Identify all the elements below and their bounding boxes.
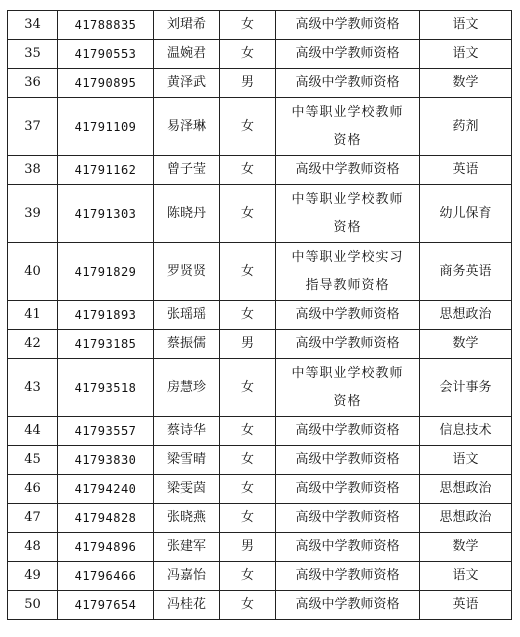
candidate-name-cell: 陈晓丹: [154, 185, 220, 243]
candidate-id-cell: 41790553: [58, 40, 154, 69]
subject-cell: 数学: [420, 533, 512, 562]
row-number-cell: 50: [8, 591, 58, 620]
teacher-list-table: [7, 10, 512, 620]
candidate-gender-cell: 女: [220, 591, 276, 620]
row-number-cell: 41: [8, 301, 58, 330]
candidate-name-cell: 张建军: [154, 533, 220, 562]
row-number-cell: 42: [8, 330, 58, 359]
candidate-id-cell: 41793830: [58, 446, 154, 475]
row-number-cell: 48: [8, 533, 58, 562]
candidate-gender-cell: 女: [220, 417, 276, 446]
candidate-gender-cell: 女: [220, 11, 276, 40]
candidate-name-cell: 易泽琳: [154, 98, 220, 156]
subject-cell: 思想政治: [420, 301, 512, 330]
subject-cell: 数学: [420, 69, 512, 98]
row-number-cell: 40: [8, 243, 58, 301]
candidate-id-cell: 41790895: [58, 69, 154, 98]
row-number-cell: 44: [8, 417, 58, 446]
table-row: [8, 562, 512, 591]
candidate-name-cell: 刘珺希: [154, 11, 220, 40]
candidate-name-cell: 罗贤贤: [154, 243, 220, 301]
candidate-gender-cell: 女: [220, 243, 276, 301]
candidate-id-cell: 41793557: [58, 417, 154, 446]
table-row: [8, 156, 512, 185]
candidate-name-cell: 房慧珍: [154, 359, 220, 417]
candidate-id-cell: 41793185: [58, 330, 154, 359]
row-number-cell: 39: [8, 185, 58, 243]
table-row: [8, 301, 512, 330]
table-row: [8, 40, 512, 69]
table-row: [8, 417, 512, 446]
certificate-type-cell: 高级中学教师资格: [276, 446, 420, 475]
table-row: [8, 533, 512, 562]
table-row: [8, 185, 512, 243]
subject-cell: 信息技术: [420, 417, 512, 446]
candidate-name-cell: 温婉君: [154, 40, 220, 69]
candidate-name-cell: 曾子莹: [154, 156, 220, 185]
candidate-id-cell: 41797654: [58, 591, 154, 620]
table-row: [8, 504, 512, 533]
subject-cell: 语文: [420, 562, 512, 591]
candidate-name-cell: 黄泽武: [154, 69, 220, 98]
candidate-gender-cell: 女: [220, 475, 276, 504]
certificate-type-cell: 中等职业学校教师资格: [276, 98, 420, 156]
candidate-gender-cell: 男: [220, 330, 276, 359]
certificate-type-cell: 高级中学教师资格: [276, 40, 420, 69]
table-row: [8, 591, 512, 620]
row-number-cell: 46: [8, 475, 58, 504]
candidate-id-cell: 41791893: [58, 301, 154, 330]
certificate-type-cell: 高级中学教师资格: [276, 475, 420, 504]
subject-cell: 幼儿保育: [420, 185, 512, 243]
subject-cell: 语文: [420, 40, 512, 69]
certificate-type-cell: 高级中学教师资格: [276, 156, 420, 185]
row-number-cell: 43: [8, 359, 58, 417]
candidate-id-cell: 41788835: [58, 11, 154, 40]
candidate-id-cell: 41791162: [58, 156, 154, 185]
subject-cell: 英语: [420, 591, 512, 620]
candidate-gender-cell: 女: [220, 562, 276, 591]
table-row: [8, 446, 512, 475]
candidate-name-cell: 梁雪晴: [154, 446, 220, 475]
subject-cell: 语文: [420, 446, 512, 475]
row-number-cell: 45: [8, 446, 58, 475]
candidate-name-cell: 蔡振儒: [154, 330, 220, 359]
row-number-cell: 38: [8, 156, 58, 185]
certificate-type-cell: 高级中学教师资格: [276, 69, 420, 98]
candidate-gender-cell: 女: [220, 301, 276, 330]
candidate-gender-cell: 男: [220, 69, 276, 98]
candidate-id-cell: 41794240: [58, 475, 154, 504]
candidate-name-cell: 蔡诗华: [154, 417, 220, 446]
certificate-type-cell: 高级中学教师资格: [276, 504, 420, 533]
candidate-name-cell: 梁雯茵: [154, 475, 220, 504]
candidate-id-cell: 41791829: [58, 243, 154, 301]
certificate-type-cell: 高级中学教师资格: [276, 562, 420, 591]
candidate-gender-cell: 女: [220, 156, 276, 185]
subject-cell: 语文: [420, 11, 512, 40]
certificate-type-cell: 高级中学教师资格: [276, 591, 420, 620]
subject-cell: 英语: [420, 156, 512, 185]
candidate-name-cell: 张瑶瑶: [154, 301, 220, 330]
subject-cell: 商务英语: [420, 243, 512, 301]
certificate-type-cell: 高级中学教师资格: [276, 301, 420, 330]
subject-cell: 思想政治: [420, 475, 512, 504]
table-row: [8, 359, 512, 417]
row-number-cell: 36: [8, 69, 58, 98]
candidate-name-cell: 冯桂花: [154, 591, 220, 620]
row-number-cell: 35: [8, 40, 58, 69]
table-row: [8, 243, 512, 301]
candidate-id-cell: 41791109: [58, 98, 154, 156]
candidate-gender-cell: 女: [220, 40, 276, 69]
table-row: [8, 330, 512, 359]
certificate-type-cell: 中等职业学校教师资格: [276, 185, 420, 243]
certificate-type-cell: 中等职业学校实习指导教师资格: [276, 243, 420, 301]
candidate-gender-cell: 男: [220, 533, 276, 562]
candidate-id-cell: 41793518: [58, 359, 154, 417]
row-number-cell: 47: [8, 504, 58, 533]
subject-cell: 药剂: [420, 98, 512, 156]
candidate-id-cell: 41796466: [58, 562, 154, 591]
candidate-id-cell: 41794828: [58, 504, 154, 533]
certificate-type-cell: 高级中学教师资格: [276, 417, 420, 446]
table-body: [8, 11, 512, 620]
subject-cell: 数学: [420, 330, 512, 359]
table-row: [8, 475, 512, 504]
candidate-id-cell: 41791303: [58, 185, 154, 243]
table-row: [8, 69, 512, 98]
candidate-gender-cell: 女: [220, 359, 276, 417]
row-number-cell: 37: [8, 98, 58, 156]
candidate-gender-cell: 女: [220, 98, 276, 156]
table-row: [8, 98, 512, 156]
row-number-cell: 34: [8, 11, 58, 40]
candidate-gender-cell: 女: [220, 185, 276, 243]
certificate-type-cell: 高级中学教师资格: [276, 533, 420, 562]
candidate-name-cell: 冯嘉怡: [154, 562, 220, 591]
certificate-type-cell: 高级中学教师资格: [276, 11, 420, 40]
candidate-id-cell: 41794896: [58, 533, 154, 562]
table-row: [8, 11, 512, 40]
candidate-name-cell: 张晓燕: [154, 504, 220, 533]
certificate-type-cell: 中等职业学校教师资格: [276, 359, 420, 417]
candidate-gender-cell: 女: [220, 504, 276, 533]
certificate-type-cell: 高级中学教师资格: [276, 330, 420, 359]
subject-cell: 会计事务: [420, 359, 512, 417]
row-number-cell: 49: [8, 562, 58, 591]
candidate-gender-cell: 女: [220, 446, 276, 475]
subject-cell: 思想政治: [420, 504, 512, 533]
